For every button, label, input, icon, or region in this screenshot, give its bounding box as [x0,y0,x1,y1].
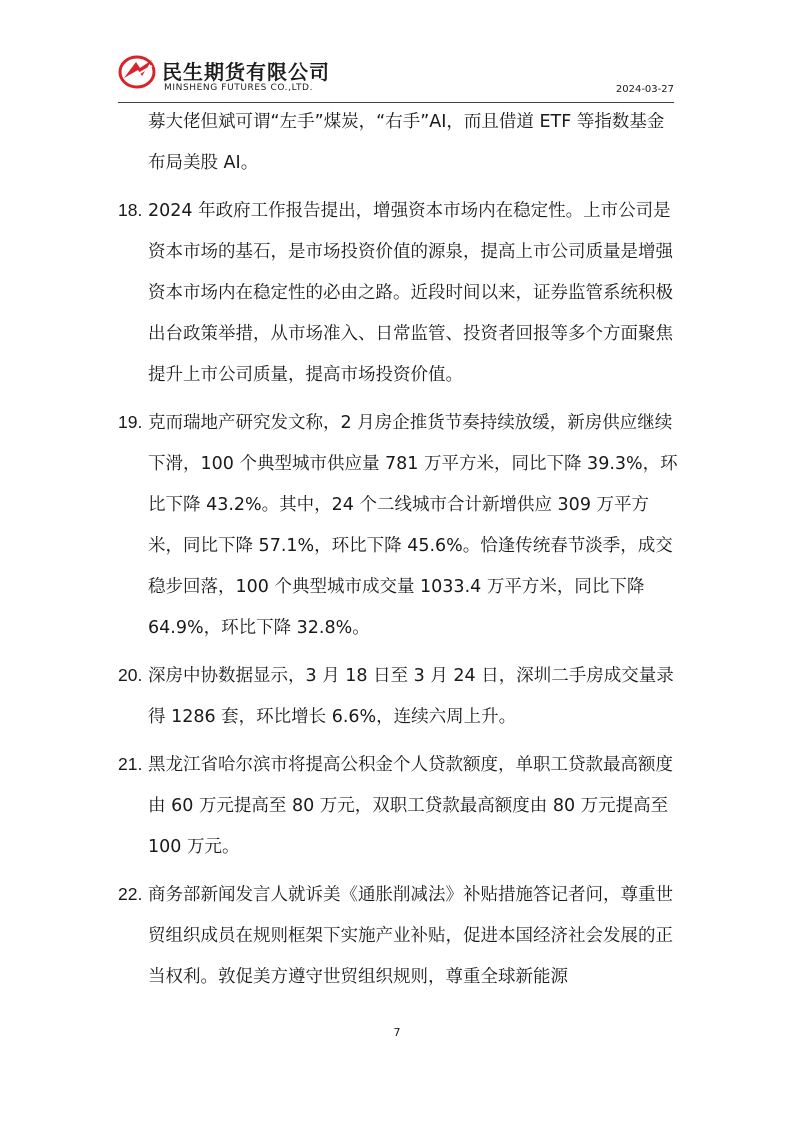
minsheng-logo-icon [118,54,158,90]
item-number: 21. [118,754,143,774]
item-number: 19. [118,412,143,432]
page-header [118,50,674,102]
news-list [118,102,678,998]
item-text: 深房中协数据显示，3 月 18 日至 3 月 24 日，深圳二手房成交量录得 1286 套，环比增长 6.6%，连续六周上升。 [148,666,674,727]
item-text: 克而瑞地产研究发文称，2 月房企推货节奏持续放缓，新房供应继续下滑，100 个典型城市供应量 781 万平方米，同比下降 39.3%，环比下降 43.2%。其中，24 个二线城市合计新增供应 309 万平方米，同比下降 57.1%，环比下降 45.6%。恰逢传统春节淡季，成交稳步回落，100 个典型城市成交量 1033.4 万平方米，同比下降 64.9%，环比下降 32.8%。 [148,413,678,638]
continued-paragraph: 募大佬但斌可谓“左手”煤炭，“右手”AI，而且借道 ETF 等指数基金布局美股 AI。 [148,112,665,173]
news-item-18 [118,190,678,396]
news-item-21 [118,744,678,868]
company-name-cn: 民生期货有限公司 [162,60,330,84]
item-number: 20. [118,665,143,685]
item-text: 商务部新闻发言人就诉美《通胀削减法》补贴措施答记者问，尊重世贸组织成员在规则框架下实施产业补贴，促进本国经济社会发展的正当权利。敦促美方遵守世贸组织规则，尊重全球新能源 [148,885,673,987]
company-logo [118,50,378,100]
item-text: 黑龙江省哈尔滨市将提高公积金个人贷款额度，单职工贷款最高额度由 60 万元提高至 80 万元，双职工贷款最高额度由 80 万元提高至 100 万元。 [148,755,673,857]
report-date: 2024-03-27 [615,84,674,95]
news-item-22 [118,874,678,998]
item-text: 2024 年政府工作报告提出，增强资本市场内在稳定性。上市公司是资本市场的基石，是市场投资价值的源泉，提高上市公司质量是增强资本市场内在稳定性的必由之路。近段时间以来，证券监管系统积极出台政策举措，从市场准入、日常监管、投资者回报等多个方面聚焦提升上市公司质量，提高市场投资价值。 [148,201,673,385]
page-number: 7 [393,1026,401,1039]
item-number: 18. [118,200,143,220]
company-name-en: MINSHENG FUTURES CO.,LTD. [164,83,314,93]
news-item-20 [118,655,678,738]
news-item-19 [118,402,678,649]
item-number: 22. [118,884,143,904]
